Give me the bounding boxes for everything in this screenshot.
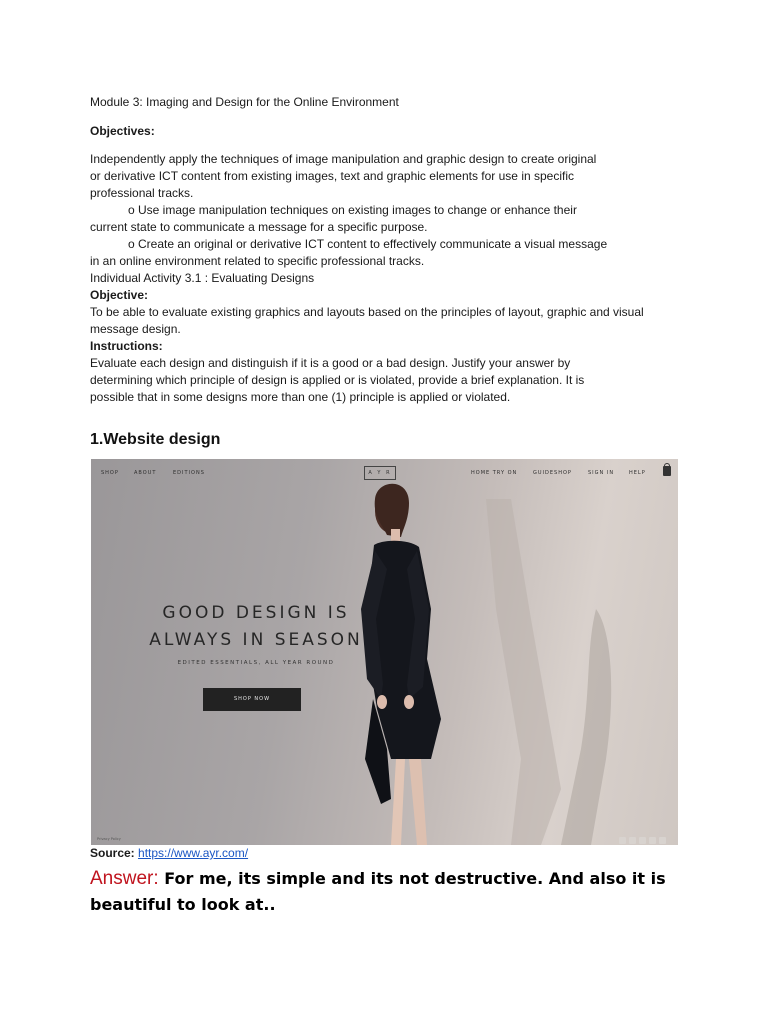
site-nav-shop[interactable]: SHOP <box>101 470 119 476</box>
source-line <box>90 846 248 860</box>
body-line: Evaluate each design and distinguish if it is a good or a bad design. Justify your answer by <box>90 356 571 370</box>
site-nav-about[interactable]: ABOUT <box>134 470 157 476</box>
site-logo[interactable]: A Y R <box>364 466 396 480</box>
instructions-label: Instructions: <box>90 339 163 353</box>
body-line: in an online environment related to specific professional tracks. <box>90 254 425 268</box>
site-nav-home-try-on[interactable]: HOME TRY ON <box>471 470 518 476</box>
social-icon[interactable] <box>619 837 626 844</box>
objective-label: Objective: <box>90 288 149 302</box>
body-line: To be able to evaluate existing graphics and layouts based on the principles of layout, graphic and visual <box>90 305 644 319</box>
bullet-line: o Use image manipulation techniques on existing images to change or enhance their <box>128 203 577 217</box>
module-heading: Module 3: Imaging and Design for the Online Environment <box>90 95 399 109</box>
source-label: Source: <box>90 846 135 860</box>
body-line: determining which principle of design is applied or is violated, provide a brief explanation. It is <box>90 373 585 387</box>
body-line: current state to communicate a message for a specific purpose. <box>90 220 428 234</box>
website-screenshot <box>91 459 678 845</box>
body-line: Independently apply the techniques of image manipulation and graphic design to create original <box>90 152 597 166</box>
site-nav-editions[interactable]: EDITIONS <box>173 470 205 476</box>
answer-label: Answer: <box>90 868 159 889</box>
site-nav-help[interactable]: HELP <box>629 470 646 476</box>
privacy-policy-link[interactable]: Privacy Policy <box>97 837 121 841</box>
social-icon[interactable] <box>629 837 636 844</box>
shop-now-button[interactable]: SHOP NOW <box>203 688 301 711</box>
body-line: possible that in some designs more than one (1) principle is applied or violated. <box>90 390 511 404</box>
social-icon[interactable] <box>639 837 646 844</box>
body-paragraphs <box>90 151 680 406</box>
answer-text: For me, its simple and its not destructive. And also it is beautiful to look at.. <box>90 869 666 914</box>
site-headline: GOOD DESIGN IS ALWAYS IN SEASON <box>149 603 363 650</box>
body-line: or derivative ICT content from existing images, text and graphic elements for use in specific <box>90 169 575 183</box>
site-subline: EDITED ESSENTIALS, ALL YEAR ROUND <box>177 660 335 666</box>
answer-block <box>90 866 690 918</box>
shopping-bag-icon[interactable] <box>663 466 671 476</box>
body-line: message design. <box>90 322 181 336</box>
social-icon[interactable] <box>649 837 656 844</box>
objectives-label: Objectives: <box>90 124 155 138</box>
social-icon[interactable] <box>659 837 666 844</box>
site-nav-sign-in[interactable]: SIGN IN <box>588 470 615 476</box>
source-link[interactable]: https://www.ayr.com/ <box>138 846 249 860</box>
bullet-line: o Create an original or derivative ICT content to effectively communicate a visual message <box>128 237 608 251</box>
body-line: professional tracks. <box>90 186 194 200</box>
section-title: 1.Website design <box>90 431 221 448</box>
social-icons <box>619 831 669 845</box>
site-nav-guideshop[interactable]: GUIDESHOP <box>533 470 572 476</box>
activity-title: Individual Activity 3.1 : Evaluating Designs <box>90 271 315 285</box>
